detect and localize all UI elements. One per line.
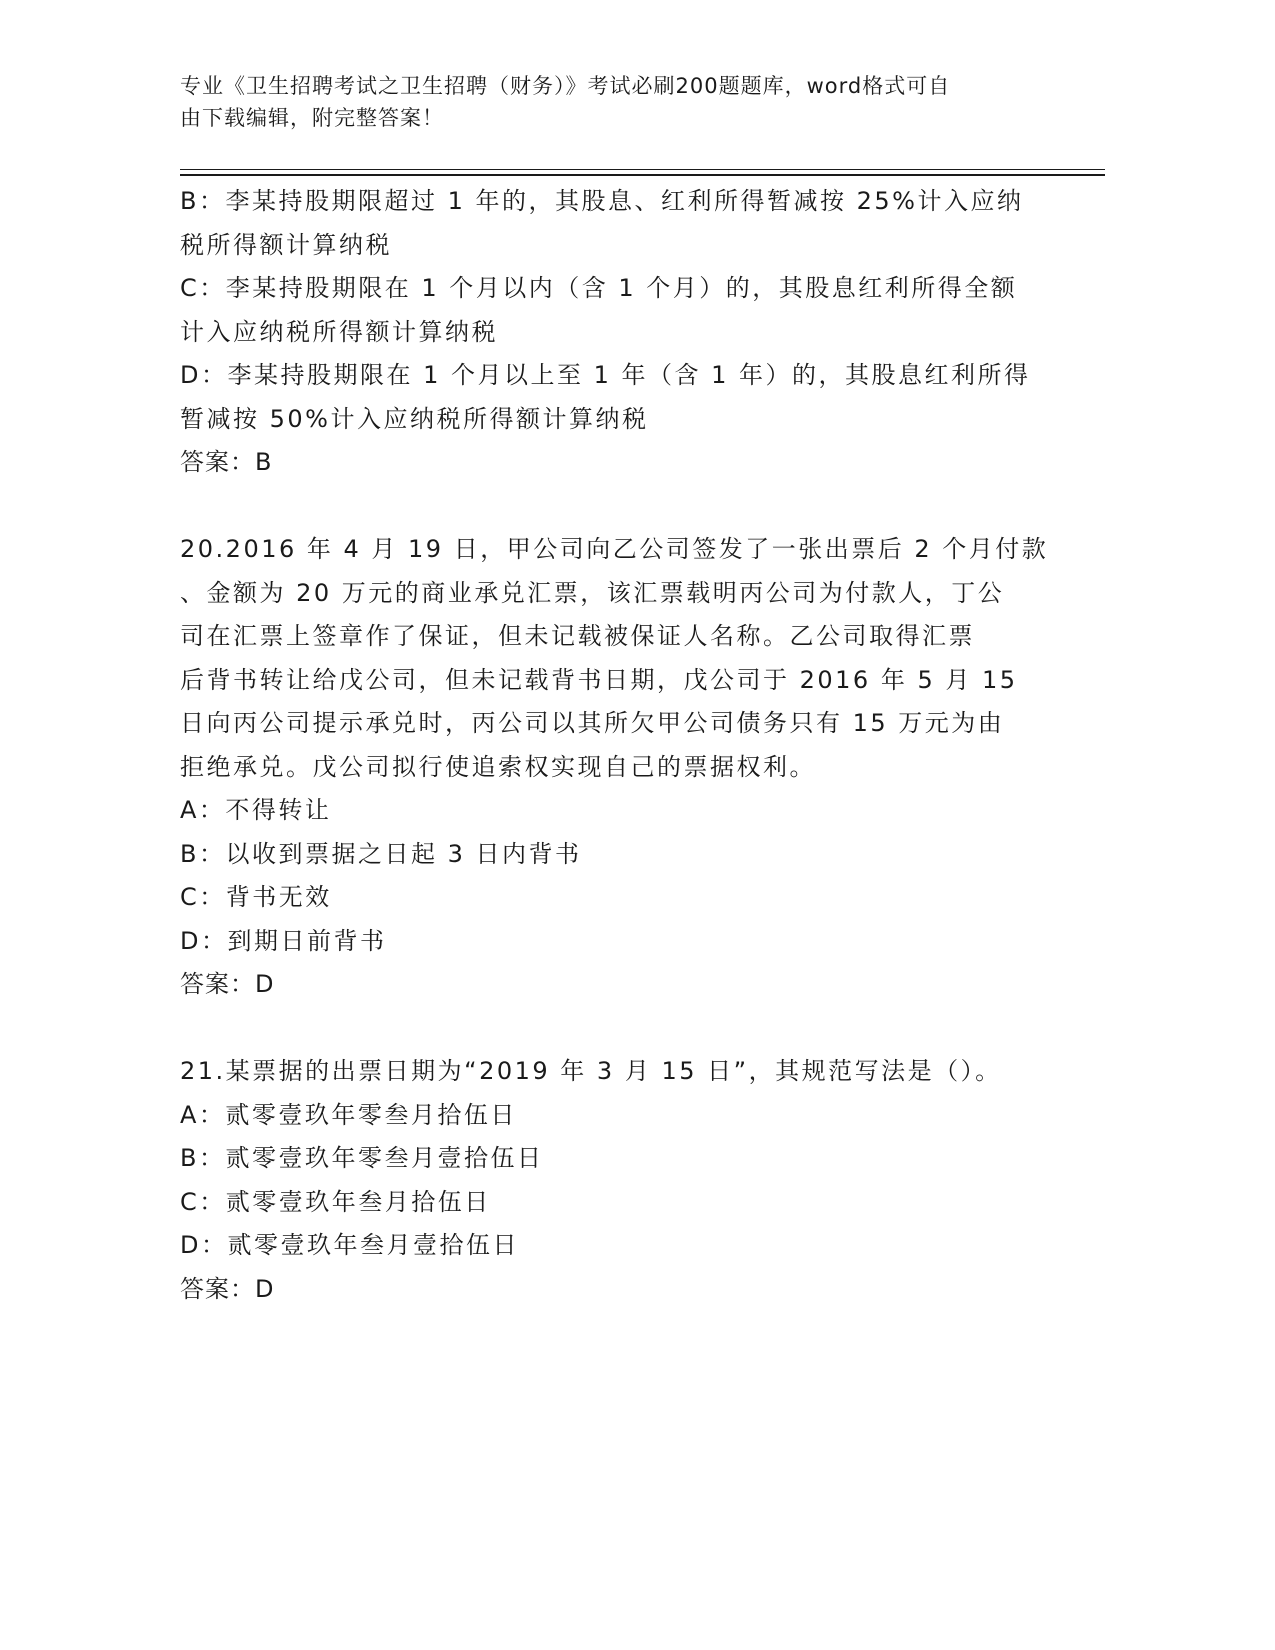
option-b: B：以收到票据之日起 3 日内背书 — [180, 839, 582, 868]
question-21 — [180, 1050, 1040, 1311]
option-c: C：贰零壹玖年叁月拾伍日 — [180, 1187, 491, 1216]
option-d: D：到期日前背书 — [180, 926, 387, 955]
option-c: C：背书无效 — [180, 883, 332, 911]
answer-label: 答案：D — [180, 1274, 275, 1303]
header-divider-thin — [180, 169, 1105, 170]
option-c-line-2: 计入应纳税所得额计算纳税 — [180, 317, 498, 346]
option-b: B：贰零壹玖年零叁月壹拾伍日 — [180, 1144, 544, 1172]
question-stem-line: 、金额为 20 万元的商业承兑汇票，该汇票载明丙公司为付款人，丁公 — [180, 578, 1005, 607]
option-d-line-2: 暂减按 50%计入应纳税所得额计算纳税 — [180, 404, 649, 433]
spacer — [180, 485, 1040, 529]
answer-label: 答案：B — [180, 448, 273, 476]
question-stem-line: 20.2016 年 4 月 19 日，甲公司向乙公司签发了一张出票后 2 个月付款 — [180, 535, 1049, 563]
header-divider-thick — [180, 174, 1105, 176]
question-stem: 21.某票据的出票日期为“2019 年 3 月 15 日”，其规范写法是（）。 — [180, 1057, 1002, 1085]
question-stem-line: 拒绝承兑。戊公司拟行使追索权实现自己的票据权利。 — [180, 752, 816, 781]
option-d: D：贰零壹玖年叁月壹拾伍日 — [180, 1231, 519, 1259]
document-body — [180, 180, 1049, 1311]
answer-label: 答案：D — [180, 970, 275, 998]
header-line-2: 由下载编辑，附完整答案！ — [180, 106, 444, 130]
document-header — [180, 70, 1040, 134]
question-stem-line: 日向丙公司提示承兑时，丙公司以其所欠甲公司债务只有 15 万元为由 — [180, 709, 1005, 737]
option-a: A：贰零壹玖年零叁月拾伍日 — [180, 1100, 517, 1129]
option-a: A：不得转让 — [180, 796, 332, 824]
option-c-line-1: C：李某持股期限在 1 个月以内（含 1 个月）的，其股息红利所得全额 — [180, 274, 1018, 302]
option-d-line-1: D：李某持股期限在 1 个月以上至 1 年（含 1 年）的，其股息红利所得 — [180, 361, 1031, 389]
question-stem-line: 司在汇票上签章作了保证，但未记载被保证人名称。乙公司取得汇票 — [180, 622, 975, 650]
option-b-line-2: 税所得额计算纳税 — [180, 230, 392, 259]
option-b-line-1: B：李某持股期限超过 1 年的，其股息、红利所得暂减按 25%计入应纳 — [180, 187, 1024, 215]
question-stem-line: 后背书转让给戊公司，但未记载背书日期，戊公司于 2016 年 5 月 15 — [180, 665, 1018, 694]
header-line-1: 专业《卫生招聘考试之卫生招聘（财务）》考试必刷200题题库，word格式可自 — [180, 74, 951, 98]
question-20 — [180, 528, 1049, 1007]
previous-question — [180, 180, 1040, 485]
spacer — [180, 1007, 1040, 1051]
